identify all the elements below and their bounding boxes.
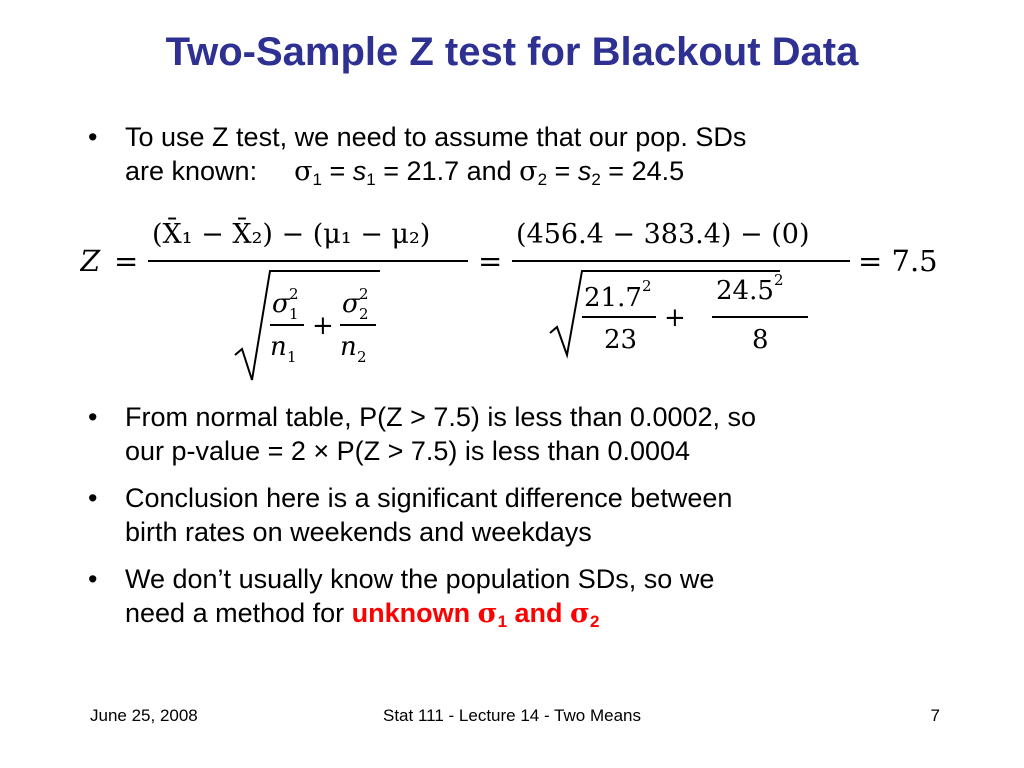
subscript: 2: [591, 170, 601, 189]
numeric-a1: 21.7: [584, 283, 642, 313]
s-symbol: s: [352, 156, 367, 186]
bullet-line: birth rates on weekends and weekdays: [125, 517, 592, 547]
bullet-line: From normal table, P(Z > 7.5) is less than 0.0002, so: [125, 402, 757, 432]
footer-title: Stat 111 - Lecture 14 - Two Means: [383, 706, 641, 725]
subscript: 2: [357, 348, 367, 366]
subscript: 2: [359, 305, 369, 323]
formula-eq: =: [478, 244, 503, 278]
formula-numerator-numeric: (456.4 − 383.4) − (0): [516, 219, 810, 250]
subscript: 1: [312, 170, 323, 189]
z-formula: [80, 205, 950, 390]
bullet-line-known: [125, 154, 948, 197]
highlight-and: and: [507, 598, 571, 628]
bullet-line: To use Z test, we need to assume that our pop. SDs: [125, 122, 747, 152]
sigma-symbol: σ: [342, 289, 360, 319]
bullet-line-unknown: [125, 596, 948, 639]
value-text: = 21.7 and: [375, 156, 520, 186]
bullet-unknown-sds: [88, 562, 948, 639]
formula-z: Z: [80, 244, 101, 278]
bullet-conclusion: [88, 481, 948, 549]
n-symbol: n: [340, 332, 357, 362]
s-symbol: s: [577, 156, 592, 186]
bullet-text: need a method for: [125, 598, 352, 628]
sigma-symbol: σ: [294, 156, 313, 187]
formula-numerator-symbolic: (X̄₁ − X̄₂) − (μ₁ − μ₂): [152, 219, 431, 250]
footer-page-number: 7: [930, 706, 940, 725]
sigma-symbol: σ: [477, 598, 498, 629]
subscript: 1: [497, 612, 508, 631]
footer-date: June 25, 2008: [90, 706, 198, 725]
equals: =: [322, 156, 353, 186]
highlight-unknown: unknown: [351, 598, 478, 628]
superscript: 2: [774, 271, 784, 289]
n-symbol: n: [270, 332, 287, 362]
formula-eq: =: [114, 244, 139, 278]
plus: +: [312, 311, 334, 341]
subscript: 1: [366, 170, 376, 189]
numeric-a2: 24.5: [716, 276, 774, 306]
numeric-d1: 23: [604, 325, 638, 355]
bullet-line: Conclusion here is a significant difference between: [125, 483, 733, 513]
superscript: 2: [289, 285, 299, 303]
bullet-assumption: [88, 120, 948, 197]
superscript: 2: [359, 285, 369, 303]
bullet-line: We don’t usually know the population SDs, so we: [125, 564, 715, 594]
bullet-dot: •: [88, 564, 98, 594]
bullet-dot: •: [88, 122, 98, 152]
formula-result: = 7.5: [858, 244, 938, 278]
superscript: 2: [642, 277, 652, 295]
subscript: 1: [287, 348, 297, 366]
sigma-symbol: σ: [272, 289, 290, 319]
subscript: 2: [537, 170, 548, 189]
bullet-text: are known:: [125, 156, 258, 186]
bullet-p-value: [88, 400, 948, 468]
plus: +: [664, 303, 686, 333]
numeric-d2: 8: [752, 325, 769, 355]
sigma-symbol: σ: [519, 156, 538, 187]
sigma-symbol: σ: [570, 598, 590, 629]
slide-title: Two-Sample Z test for Blackout Data: [165, 30, 859, 74]
bullet-line: our p-value = 2 × P(Z > 7.5) is less than 0.0004: [125, 436, 691, 466]
equals: =: [547, 156, 578, 186]
bullet-dot: •: [88, 402, 98, 432]
subscript: 2: [589, 612, 600, 631]
bullet-dot: •: [88, 483, 98, 513]
value-text: = 24.5: [600, 156, 685, 186]
subscript: 1: [289, 305, 299, 323]
